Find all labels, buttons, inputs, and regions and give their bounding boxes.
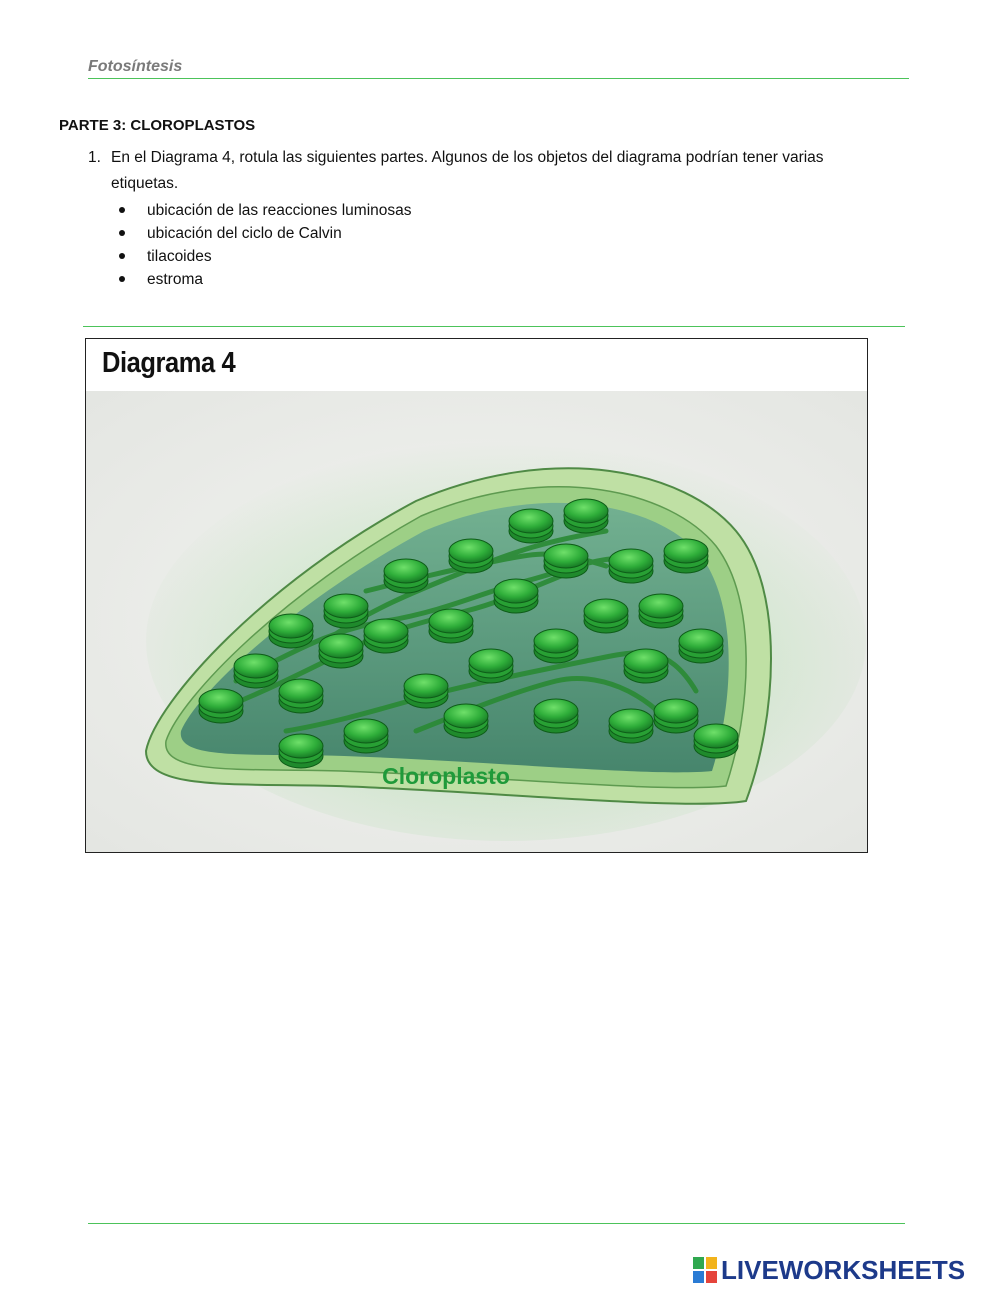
bullet-icon — [119, 230, 125, 236]
question-text: En el Diagrama 4, rotula las siguientes partes. Algunos de los objetos del diagrama podrían tener varias etiquetas. — [111, 149, 824, 192]
bullet-icon — [119, 253, 125, 259]
liveworksheets-logo — [693, 1255, 965, 1285]
header-divider — [88, 78, 909, 79]
section-heading: PARTE 3: CLOROPLASTOS — [59, 117, 256, 134]
liveworksheets-logo-icon — [693, 1257, 717, 1283]
liveworksheets-brand: LIVEWORKSHEETS — [721, 1254, 966, 1285]
page-header-title: Fotosíntesis — [88, 58, 183, 75]
list-item: estroma — [117, 268, 412, 291]
chloroplast-illustration — [86, 391, 867, 852]
list-item: tilacoides — [117, 245, 412, 268]
list-item: ubicación de las reacciones luminosas — [117, 199, 412, 222]
bullet-icon — [119, 207, 125, 213]
bullet-icon — [119, 276, 125, 282]
diagram-4-figure — [85, 338, 868, 853]
diagram-caption: Cloroplasto — [382, 763, 510, 789]
question-number: 1. — [88, 149, 101, 166]
list-item: ubicación del ciclo de Calvin — [117, 222, 412, 245]
section-divider — [83, 326, 905, 327]
footer-divider — [88, 1223, 905, 1224]
question-1 — [88, 145, 878, 197]
label-list — [117, 199, 412, 291]
diagram-title: Diagrama 4 — [102, 347, 236, 379]
